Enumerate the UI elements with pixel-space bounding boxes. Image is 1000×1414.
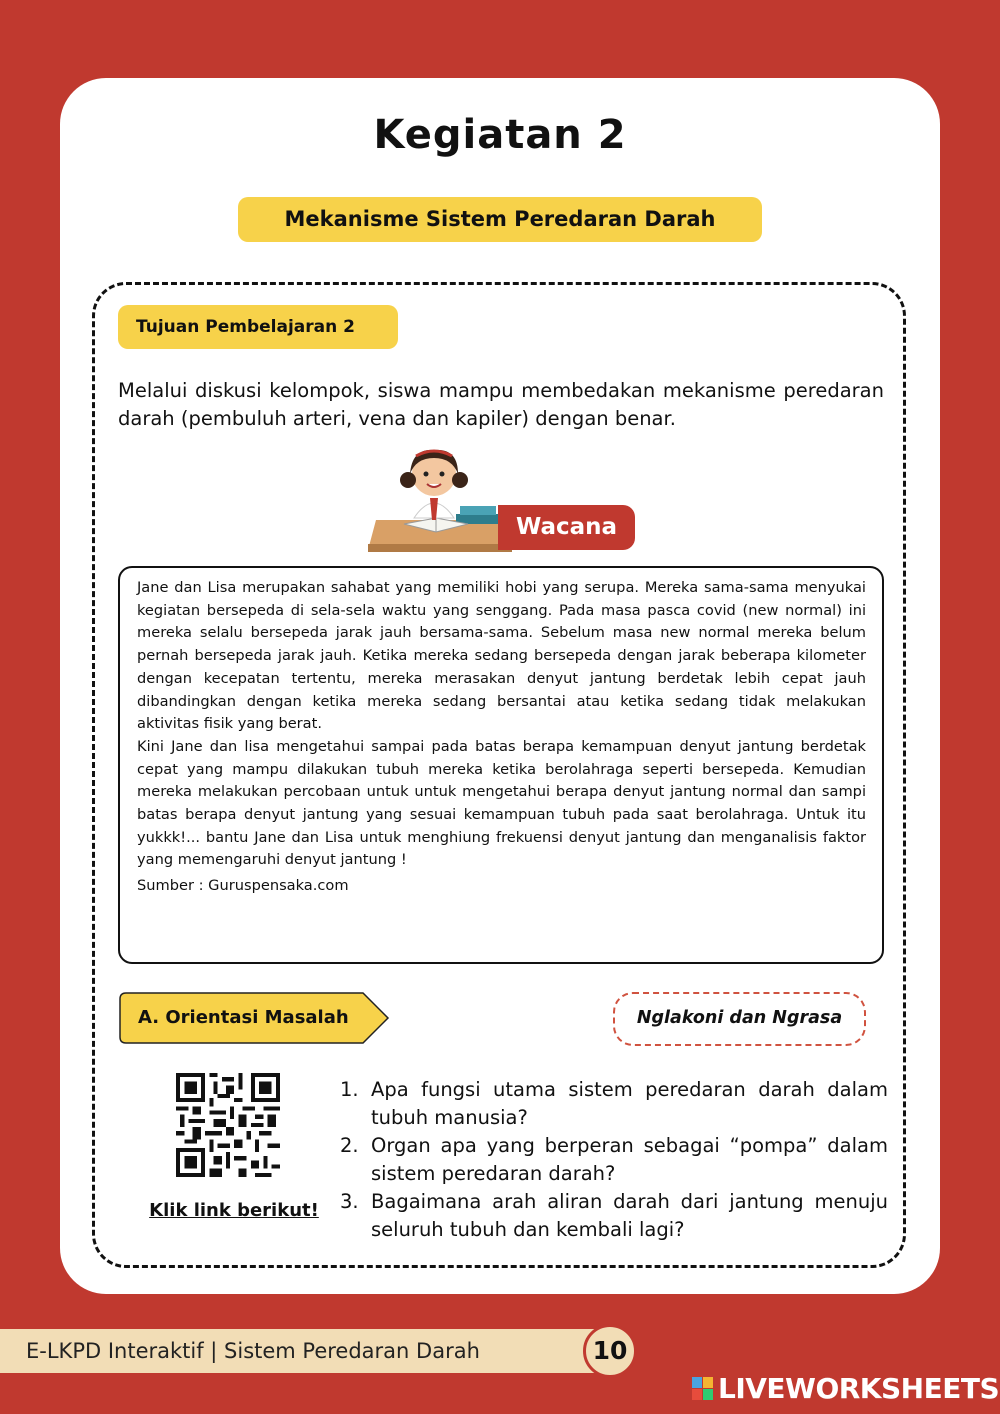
question-number: 3. <box>340 1190 359 1213</box>
nglakoni-ngrasa-tag: Nglakoni dan Ngrasa <box>613 992 866 1046</box>
reading-label: Wacana <box>498 505 635 550</box>
question-item <box>340 1132 888 1188</box>
reading-passage-box <box>118 566 884 964</box>
question-number: 1. <box>340 1078 359 1101</box>
learning-goal-text: Melalui diskusi kelompok, siswa mampu membedakan mekanisme peredaran darah (pembuluh arteri, vena dan kapiler) dengan benar. <box>118 379 884 430</box>
question-item <box>340 1076 888 1132</box>
open-link-label[interactable]: Klik link berikut! <box>149 1200 319 1221</box>
liveworksheets-logo-icon <box>692 1377 714 1401</box>
question-item <box>340 1188 888 1244</box>
page-title: Kegiatan 2 <box>373 112 627 158</box>
section-a-label <box>118 991 390 1045</box>
page-number: 10 <box>583 1324 637 1378</box>
reading-source: Sumber : Guruspensaka.com <box>137 877 349 895</box>
question-list <box>340 1076 888 1244</box>
activity-subtitle: Mekanisme Sistem Peredaran Darah <box>238 197 762 242</box>
liveworksheets-watermark[interactable]: LIVEWORKSHEETS <box>718 1372 1000 1405</box>
learning-goal-label: Tujuan Pembelajaran 2 <box>118 305 398 349</box>
section-a-title: A. Orientasi Masalah <box>138 1007 349 1028</box>
question-text: Bagaimana arah aliran darah dari jantung menuju seluruh tubuh dan kembali lagi? <box>371 1190 888 1241</box>
student-reading-illustration <box>364 440 514 554</box>
question-text: Apa fungsi utama sistem peredaran darah dalam tubuh manusia? <box>371 1078 888 1129</box>
question-number: 2. <box>340 1134 359 1157</box>
reading-paragraph-1: Jane dan Lisa merupakan sahabat yang memiliki hobi yang serupa. Mereka sama-sama menyukai kegiatan bersepeda di sela-sela waktu yang senggang. Pada masa pasca covid (new normal) ini mereka selalu bersepeda jarak jauh bersama-sama. Sebelum masa new normal mereka belum pernah bersepeda jarak jauh. Ketika mereka sedang bersepeda dengan jarak beberapa kilometer dengan kecepatan tertentu, mereka merasakan denyut jantung berdetak lebih cepat jauh dibandingkan dengan ketika mereka sedang bersantai atau ketika sedang tidak melakukan aktivitas fisik yang berat. <box>137 579 866 733</box>
reading-paragraph-2: Kini Jane dan lisa mengetahui sampai pada batas berapa kemampuan denyut jantung berdetak cepat yang mampu dilakukan tubuh mereka ketika berolahraga seperti bersepeda. Kemudian mereka melakukan percobaan untuk untuk mengetahui berapa denyut jantung normal dan sampi batas berapa denyut jantung yang sesuai kemampuan tubuh pada saat berolahraga. Untuk itu yukkk!... bantu Jane dan Lisa untuk menghiung frekuensi denyut jantung dan menganalisis faktor yang memengaruhi denyut jantung ! <box>137 737 866 869</box>
qr-code-icon[interactable] <box>176 1073 280 1177</box>
question-text: Organ apa yang berperan sebagai “pompa” dalam sistem peredaran darah? <box>371 1134 888 1185</box>
footer-title: E-LKPD Interaktif | Sistem Peredaran Darah <box>26 1339 480 1363</box>
